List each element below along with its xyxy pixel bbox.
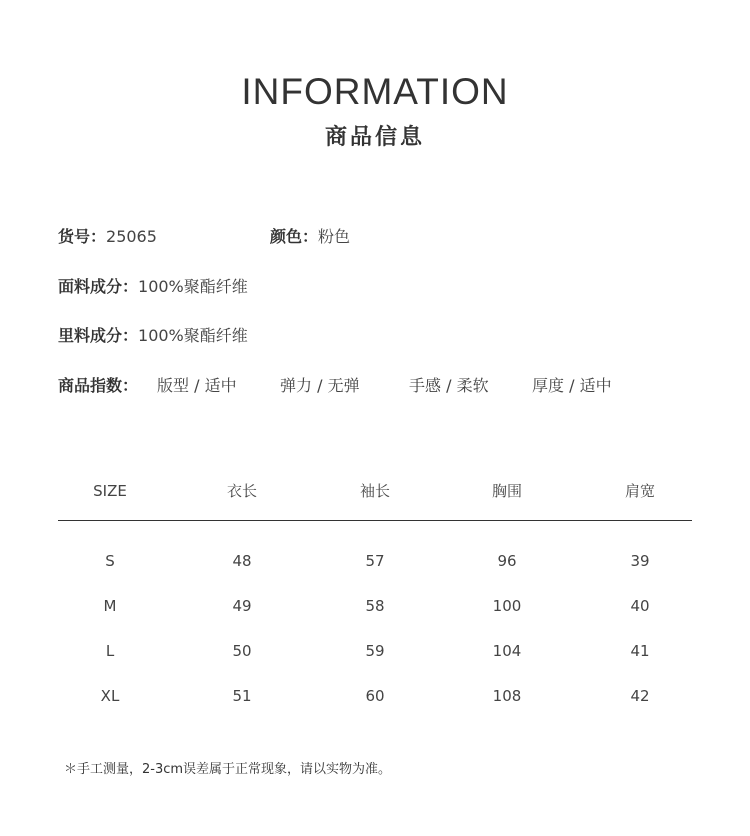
index-thickness: 厚度 / 适中 [532,376,612,395]
table-cell: 59 [365,642,385,660]
table-cell: 108 [492,687,522,705]
table-cell: 100 [492,597,522,615]
table-cell: 57 [365,552,385,570]
color-row [270,225,350,249]
lining-value: 100%聚酯纤维 [138,326,248,345]
table-cell-size: M [103,597,117,615]
table-cell: 49 [232,597,252,615]
table-cell: 42 [630,687,650,705]
page-title-en: INFORMATION [241,71,509,112]
lining-label: 里料成分： [58,326,139,345]
table-row [58,546,692,591]
table-cell: 41 [630,642,650,660]
fabric-row [58,275,248,299]
header-length: 衣长 [226,482,257,500]
header-sleeve: 袖长 [359,482,390,500]
color-value: 粉色 [318,227,351,246]
lining-row [58,324,248,348]
item-number-label: 货号： [58,227,107,246]
table-cell: 39 [630,552,650,570]
color-label: 颜色： [270,227,319,246]
table-cell-size: S [105,552,115,570]
item-number-row [58,225,157,249]
index-row [58,374,138,398]
table-cell: 58 [365,597,385,615]
size-table [58,476,692,726]
table-cell: 51 [232,687,252,705]
table-cell-size: XL [100,687,120,705]
index-elasticity: 弹力 / 无弹 [280,376,360,395]
table-row [58,681,692,726]
table-cell: 50 [232,642,252,660]
index-label: 商品指数： [58,376,139,395]
table-cell-size: L [105,642,115,660]
header-shoulder: 肩宽 [624,482,655,500]
table-row [58,636,692,681]
fabric-value: 100%聚酯纤维 [138,277,248,296]
size-table-header [58,476,692,521]
table-cell: 96 [497,552,517,570]
item-number-value: 25065 [106,227,157,246]
fabric-label: 面料成分： [58,277,139,296]
measurement-note: ＊手工测量，2-3cm误差属于正常现象，请以实物为准。 [64,762,392,777]
index-feel: 手感 / 柔软 [409,376,489,395]
table-row [58,591,692,636]
header-size: SIZE [93,482,127,500]
table-cell: 48 [232,552,252,570]
table-cell: 104 [492,642,522,660]
table-cell: 60 [365,687,385,705]
header-chest: 胸围 [491,482,522,500]
table-cell: 40 [630,597,650,615]
page-title-cn: 商品信息 [324,125,425,150]
index-fit: 版型 / 适中 [157,376,237,395]
